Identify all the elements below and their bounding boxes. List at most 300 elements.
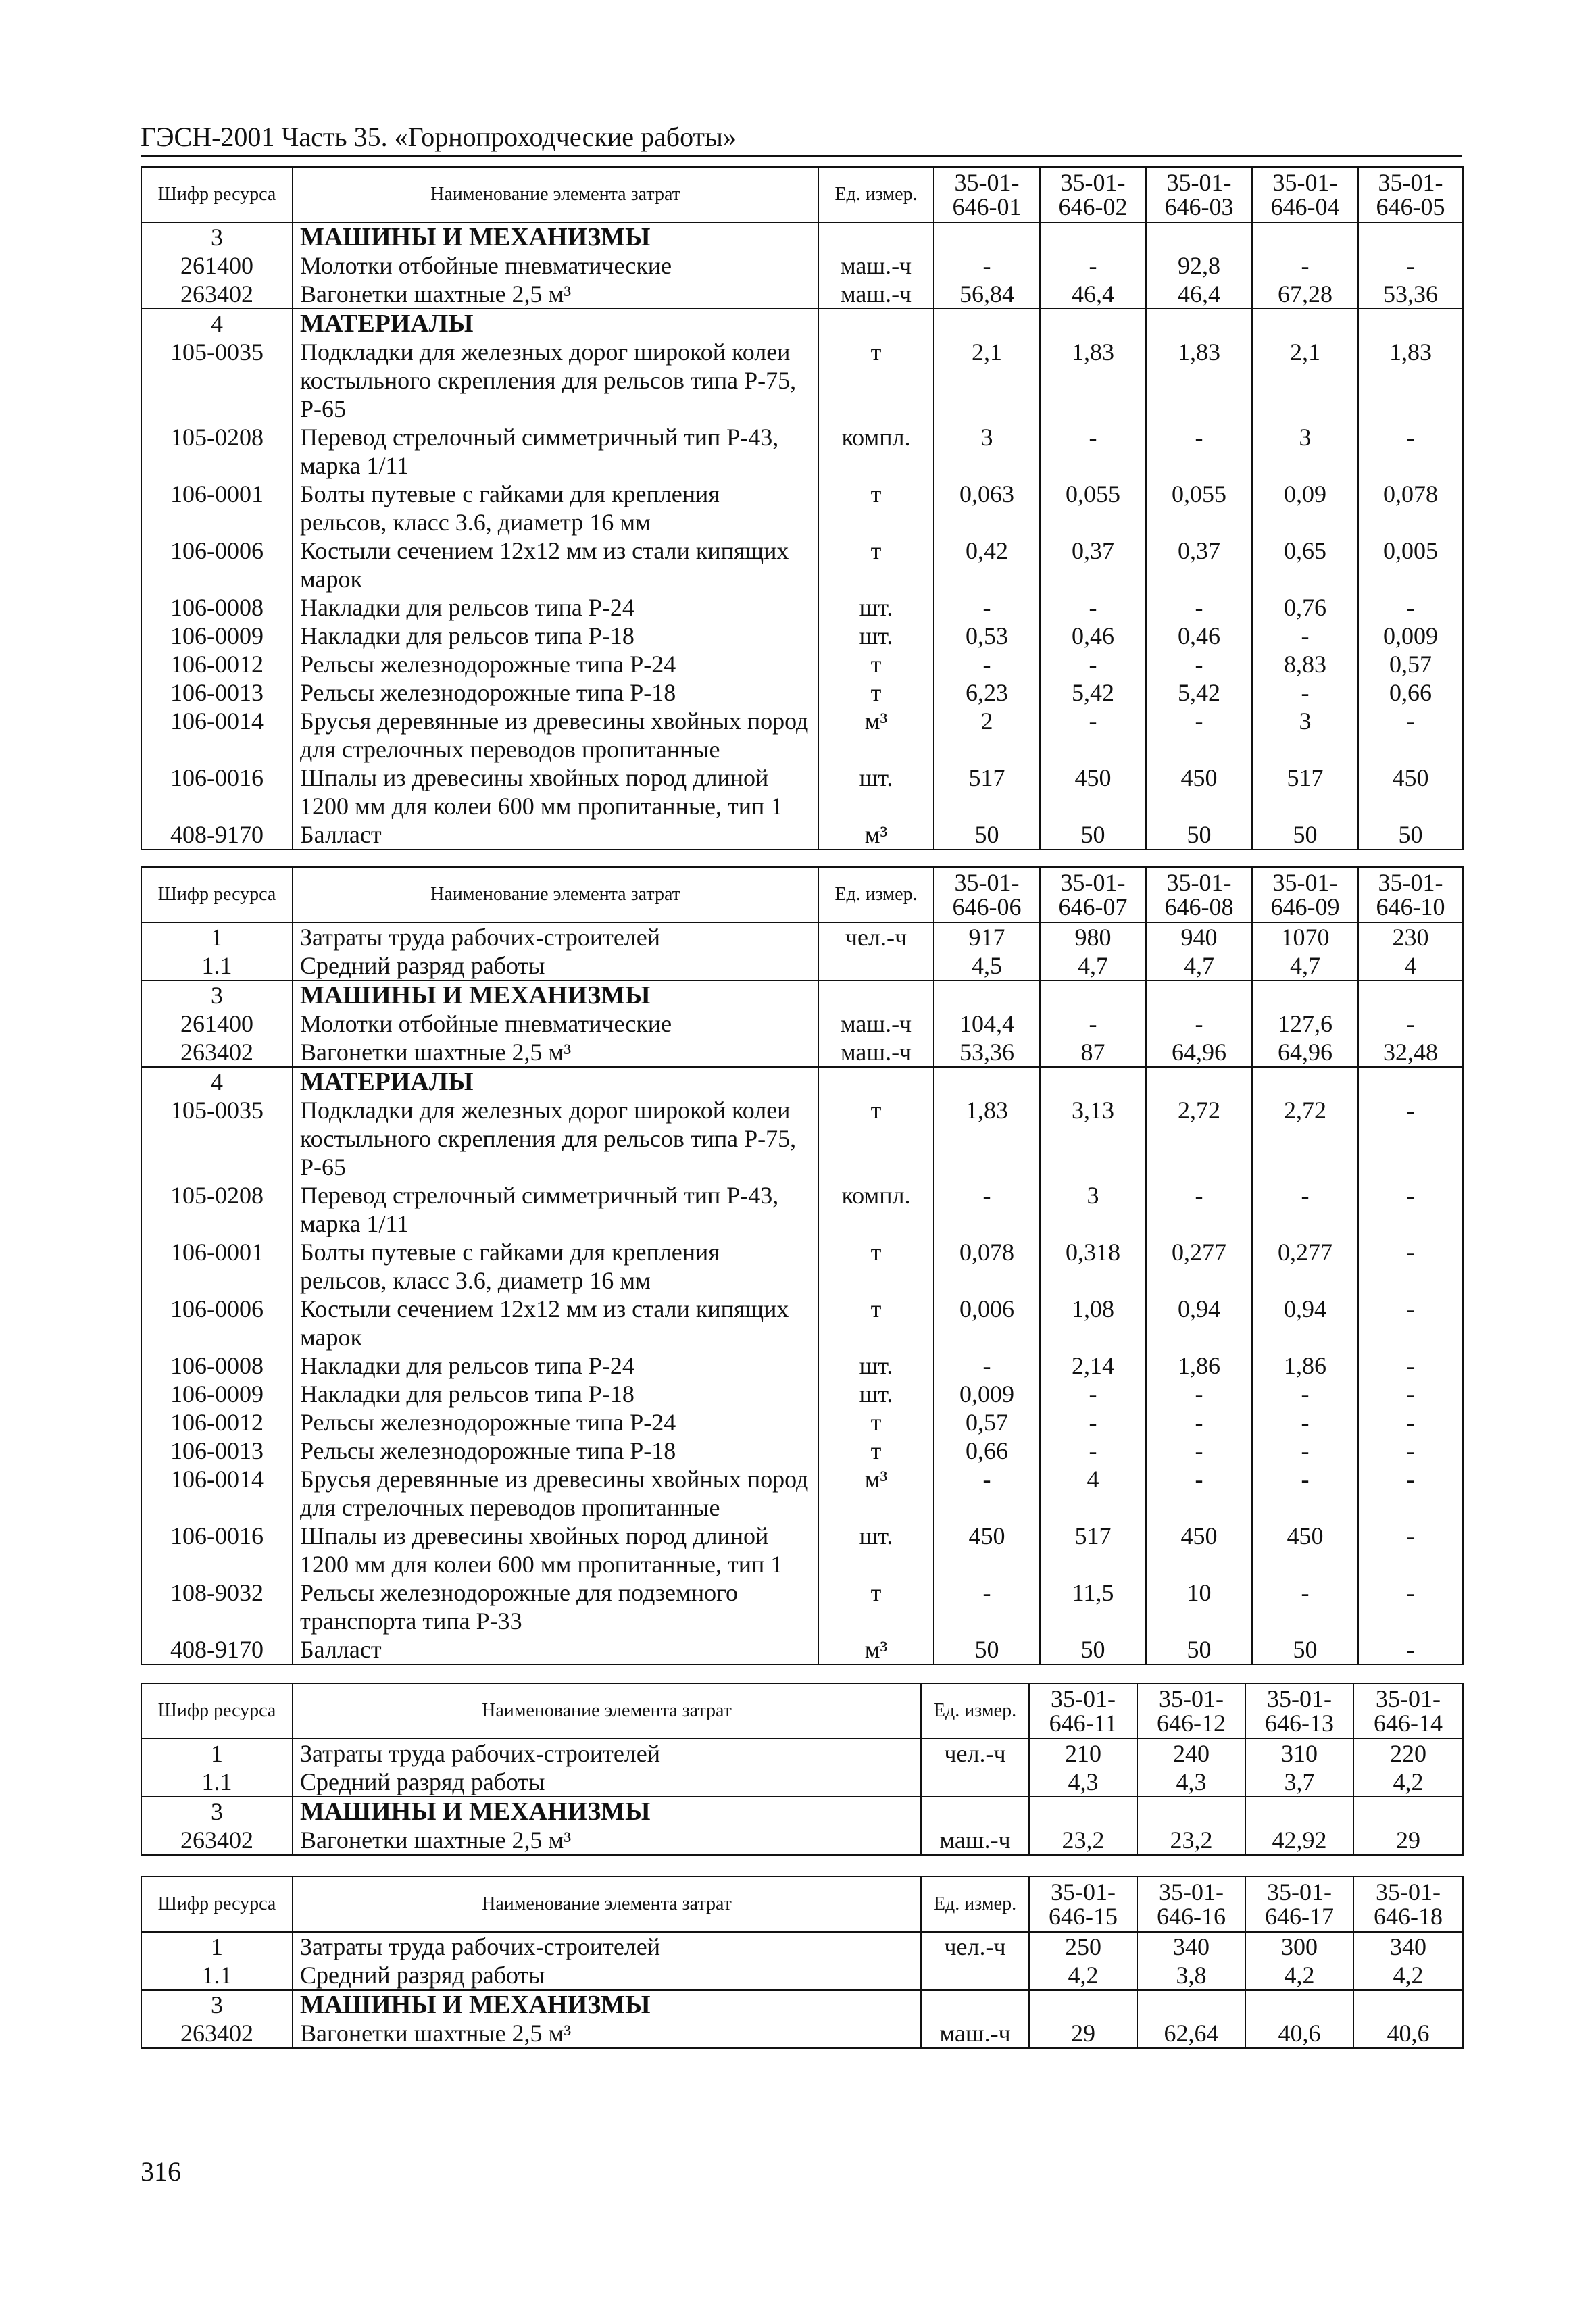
value-cell: - xyxy=(934,251,1040,280)
value-cell: - xyxy=(1252,1408,1358,1437)
value-cell: 2,72 xyxy=(1146,1096,1252,1181)
value-cell: 1,83 xyxy=(1040,338,1146,423)
resource-code-cell: 3 xyxy=(141,222,293,251)
value-cell: 42,92 xyxy=(1245,1826,1353,1855)
value-cell: 0,37 xyxy=(1040,537,1146,593)
value-cell: - xyxy=(1358,423,1463,480)
value-cell xyxy=(1358,980,1463,1010)
cost-element-name-cell: Накладки для рельсов типа Р-18 xyxy=(293,1380,818,1408)
value-cell: 0,76 xyxy=(1252,593,1358,622)
unit-cell: чел.-ч xyxy=(921,1739,1029,1768)
value-cell: - xyxy=(1040,251,1146,280)
unit-cell: м³ xyxy=(818,1465,934,1522)
unit-cell: т xyxy=(818,480,934,537)
table-row xyxy=(141,280,1463,309)
cost-element-name-cell: Шпалы из древесины хвойных пород длиной 1200 мм для колеи 600 мм пропитанные, тип 1 xyxy=(293,1522,818,1578)
header-unit: Ед. измер. xyxy=(818,167,934,222)
resource-code-cell: 106-0016 xyxy=(141,764,293,820)
header-unit: Ед. измер. xyxy=(818,867,934,922)
value-cell: 4,7 xyxy=(1146,951,1252,980)
value-cell: 92,8 xyxy=(1146,251,1252,280)
unit-cell: т xyxy=(818,1238,934,1295)
value-cell xyxy=(1358,309,1463,338)
resource-code-cell: 263402 xyxy=(141,1826,293,1855)
value-cell: 4,7 xyxy=(1252,951,1358,980)
unit-cell: т xyxy=(818,537,934,593)
value-cell: 2,14 xyxy=(1040,1351,1146,1380)
table-row xyxy=(141,951,1463,980)
value-cell xyxy=(1146,222,1252,251)
value-cell: - xyxy=(1358,1096,1463,1181)
unit-cell: т xyxy=(818,1096,934,1181)
table-row xyxy=(141,622,1463,650)
value-cell: - xyxy=(1146,593,1252,622)
resource-code-cell: 106-0009 xyxy=(141,1380,293,1408)
value-cell: 0,53 xyxy=(934,622,1040,650)
unit-cell xyxy=(818,222,934,251)
value-cell: - xyxy=(1146,650,1252,678)
unit-cell xyxy=(921,1768,1029,1797)
table-row xyxy=(141,1826,1463,1855)
table-row xyxy=(141,1010,1463,1038)
value-cell: 40,6 xyxy=(1353,2019,1463,2048)
value-cell: 0,37 xyxy=(1146,537,1252,593)
unit-cell: маш.-ч xyxy=(818,280,934,309)
value-cell: - xyxy=(1040,707,1146,764)
unit-cell: шт. xyxy=(818,764,934,820)
value-cell xyxy=(1353,1990,1463,2019)
value-cell xyxy=(1146,980,1252,1010)
value-cell: 29 xyxy=(1029,2019,1137,2048)
header-norm-code: 35-01-646-13 xyxy=(1245,1683,1353,1739)
unit-cell xyxy=(818,951,934,980)
table-row xyxy=(141,707,1463,764)
value-cell: 3,8 xyxy=(1137,1961,1245,1990)
section-row xyxy=(141,309,1463,338)
table-row xyxy=(141,1635,1463,1664)
table-row xyxy=(141,1351,1463,1380)
table-row xyxy=(141,1181,1463,1238)
value-cell xyxy=(1245,1797,1353,1826)
value-cell: 0,94 xyxy=(1146,1295,1252,1351)
unit-cell: т xyxy=(818,1437,934,1465)
value-cell: 230 xyxy=(1358,922,1463,951)
value-cell: - xyxy=(1146,707,1252,764)
value-cell: 50 xyxy=(1146,1635,1252,1664)
value-cell: 50 xyxy=(934,820,1040,849)
value-cell: - xyxy=(934,1351,1040,1380)
cost-element-name-cell: Шпалы из древесины хвойных пород длиной 1200 мм для колеи 600 мм пропитанные, тип 1 xyxy=(293,764,818,820)
value-cell: 340 xyxy=(1353,1932,1463,1961)
value-cell xyxy=(1252,980,1358,1010)
resource-code-cell: 263402 xyxy=(141,280,293,309)
value-cell: 67,28 xyxy=(1252,280,1358,309)
value-cell: - xyxy=(934,650,1040,678)
value-cell: - xyxy=(1252,622,1358,650)
value-cell xyxy=(1252,309,1358,338)
unit-cell: т xyxy=(818,1295,934,1351)
section-row xyxy=(141,1067,1463,1096)
value-cell: - xyxy=(1358,1238,1463,1295)
value-cell: - xyxy=(1040,1380,1146,1408)
header-norm-code: 35-01-646-06 xyxy=(934,867,1040,922)
value-cell: - xyxy=(1146,1408,1252,1437)
value-cell: - xyxy=(1358,1408,1463,1437)
value-cell: - xyxy=(1146,1181,1252,1238)
cost-element-name-cell: Костыли сечением 12х12 мм из стали кипящих марок xyxy=(293,537,818,593)
value-cell: 300 xyxy=(1245,1932,1353,1961)
value-cell: 2,1 xyxy=(1252,338,1358,423)
resource-code-cell: 3 xyxy=(141,1797,293,1826)
value-cell: 4,3 xyxy=(1029,1768,1137,1797)
table-row xyxy=(141,1739,1463,1768)
resource-code-cell: 106-0009 xyxy=(141,622,293,650)
resource-code-cell: 3 xyxy=(141,1990,293,2019)
section-row xyxy=(141,1990,1463,2019)
value-cell: 0,46 xyxy=(1040,622,1146,650)
table-row xyxy=(141,1096,1463,1181)
value-cell: 4,7 xyxy=(1040,951,1146,980)
cost-element-name-cell: Болты путевые с гайками для крепления рельсов, класс 3.6, диаметр 16 мм xyxy=(293,480,818,537)
value-cell xyxy=(934,980,1040,1010)
cost-element-name-cell: Накладки для рельсов типа Р-24 xyxy=(293,593,818,622)
resource-code-cell: 106-0001 xyxy=(141,1238,293,1295)
value-cell: 40,6 xyxy=(1245,2019,1353,2048)
value-cell: 450 xyxy=(1040,764,1146,820)
value-cell: 0,66 xyxy=(934,1437,1040,1465)
value-cell: - xyxy=(934,1465,1040,1522)
value-cell: - xyxy=(1146,1465,1252,1522)
value-cell: 10 xyxy=(1146,1578,1252,1635)
value-cell: 0,57 xyxy=(1358,650,1463,678)
value-cell: 2,72 xyxy=(1252,1096,1358,1181)
value-cell xyxy=(1029,1990,1137,2019)
unit-cell: маш.-ч xyxy=(818,1038,934,1067)
cost-element-name-cell: Средний разряд работы xyxy=(293,951,818,980)
header-norm-code: 35-01-646-08 xyxy=(1146,867,1252,922)
value-cell: 1070 xyxy=(1252,922,1358,951)
value-cell: 340 xyxy=(1137,1932,1245,1961)
value-cell xyxy=(934,222,1040,251)
value-cell: - xyxy=(1252,1380,1358,1408)
value-cell: 210 xyxy=(1029,1739,1137,1768)
value-cell xyxy=(1146,309,1252,338)
resource-code-cell: 106-0016 xyxy=(141,1522,293,1578)
value-cell: - xyxy=(1146,1010,1252,1038)
resource-code-cell: 106-0013 xyxy=(141,678,293,707)
value-cell: - xyxy=(1252,1578,1358,1635)
header-resource-code: Шифр ресурса xyxy=(141,167,293,222)
unit-cell: маш.-ч xyxy=(818,251,934,280)
table-row xyxy=(141,537,1463,593)
value-cell xyxy=(1353,1797,1463,1826)
value-cell: 56,84 xyxy=(934,280,1040,309)
resource-code-cell: 106-0012 xyxy=(141,1408,293,1437)
value-cell: 980 xyxy=(1040,922,1146,951)
value-cell: 517 xyxy=(1040,1522,1146,1578)
value-cell: 4,2 xyxy=(1029,1961,1137,1990)
value-cell: 3,13 xyxy=(1040,1096,1146,1181)
section-title: МАТЕРИАЛЫ xyxy=(293,1067,818,1096)
unit-cell: шт. xyxy=(818,622,934,650)
section-title: МАШИНЫ И МЕХАНИЗМЫ xyxy=(293,980,818,1010)
cost-element-name-cell: Брусья деревянные из древесины хвойных пород для стрелочных переводов пропитанные xyxy=(293,1465,818,1522)
value-cell: 3,7 xyxy=(1245,1768,1353,1797)
value-cell: 0,055 xyxy=(1040,480,1146,537)
value-cell: 64,96 xyxy=(1146,1038,1252,1067)
value-cell: 0,009 xyxy=(1358,622,1463,650)
value-cell: 4 xyxy=(1040,1465,1146,1522)
header-norm-code: 35-01-646-10 xyxy=(1358,867,1463,922)
cost-element-name-cell: Затраты труда рабочих-строителей xyxy=(293,922,818,951)
value-cell: 5,42 xyxy=(1040,678,1146,707)
resource-code-cell: 105-0035 xyxy=(141,338,293,423)
value-cell: 1,86 xyxy=(1252,1351,1358,1380)
header-norm-code: 35-01-646-09 xyxy=(1252,867,1358,922)
cost-element-name-cell: Балласт xyxy=(293,1635,818,1664)
value-cell xyxy=(934,309,1040,338)
value-cell: 53,36 xyxy=(934,1038,1040,1067)
value-cell: 917 xyxy=(934,922,1040,951)
table-row xyxy=(141,678,1463,707)
value-cell: - xyxy=(1358,1578,1463,1635)
value-cell: 4 xyxy=(1358,951,1463,980)
value-cell: - xyxy=(1358,1522,1463,1578)
value-cell: - xyxy=(1040,1408,1146,1437)
cost-element-name-cell: Подкладки для железных дорог широкой колеи костыльного скрепления для рельсов типа Р-75, Р-65 xyxy=(293,1096,818,1181)
resource-code-cell: 261400 xyxy=(141,251,293,280)
section-row xyxy=(141,980,1463,1010)
value-cell: 0,078 xyxy=(934,1238,1040,1295)
cost-element-name-cell: Накладки для рельсов типа Р-24 xyxy=(293,1351,818,1380)
unit-cell: м³ xyxy=(818,1635,934,1664)
value-cell: 50 xyxy=(1040,1635,1146,1664)
value-cell: 0,277 xyxy=(1146,1238,1252,1295)
value-cell: 46,4 xyxy=(1146,280,1252,309)
table-row xyxy=(141,1932,1463,1961)
header-norm-code: 35-01-646-15 xyxy=(1029,1876,1137,1932)
resource-code-cell: 105-0035 xyxy=(141,1096,293,1181)
value-cell: 23,2 xyxy=(1029,1826,1137,1855)
resource-code-cell: 106-0008 xyxy=(141,593,293,622)
table-row xyxy=(141,1437,1463,1465)
table-row xyxy=(141,480,1463,537)
resource-code-cell: 1 xyxy=(141,922,293,951)
header-norm-code: 35-01-646-18 xyxy=(1353,1876,1463,1932)
value-cell: 50 xyxy=(1358,820,1463,849)
value-cell: - xyxy=(1358,1010,1463,1038)
value-cell: 0,42 xyxy=(934,537,1040,593)
value-cell: 104,4 xyxy=(934,1010,1040,1038)
cost-element-name-cell: Брусья деревянные из древесины хвойных пород для стрелочных переводов пропитанные xyxy=(293,707,818,764)
value-cell: 0,57 xyxy=(934,1408,1040,1437)
resource-table-3 xyxy=(141,1683,1464,1856)
cost-element-name-cell: Костыли сечением 12х12 мм из стали кипящих марок xyxy=(293,1295,818,1351)
value-cell: - xyxy=(1252,678,1358,707)
resource-code-cell: 4 xyxy=(141,1067,293,1096)
cost-element-name-cell: Вагонетки шахтные 2,5 м³ xyxy=(293,280,818,309)
value-cell: - xyxy=(1358,707,1463,764)
page-header-title: ГЭСН-2001 Часть 35. «Горнопроходческие работы» xyxy=(141,119,1462,157)
table-row xyxy=(141,338,1463,423)
value-cell: - xyxy=(934,593,1040,622)
header-norm-code: 35-01-646-07 xyxy=(1040,867,1146,922)
section-row xyxy=(141,222,1463,251)
value-cell: 50 xyxy=(1252,1635,1358,1664)
value-cell: 0,94 xyxy=(1252,1295,1358,1351)
value-cell xyxy=(1029,1797,1137,1826)
table-row xyxy=(141,922,1463,951)
header-norm-code: 35-01-646-11 xyxy=(1029,1683,1137,1739)
resource-code-cell: 106-0001 xyxy=(141,480,293,537)
cost-element-name-cell: Молотки отбойные пневматические xyxy=(293,251,818,280)
header-resource-code: Шифр ресурса xyxy=(141,1683,293,1739)
value-cell: 0,09 xyxy=(1252,480,1358,537)
value-cell: 53,36 xyxy=(1358,280,1463,309)
value-cell: 4,5 xyxy=(934,951,1040,980)
unit-cell: маш.-ч xyxy=(921,2019,1029,2048)
value-cell: - xyxy=(1252,251,1358,280)
value-cell: 4,2 xyxy=(1245,1961,1353,1990)
value-cell: 87 xyxy=(1040,1038,1146,1067)
cost-element-name-cell: Вагонетки шахтные 2,5 м³ xyxy=(293,1826,921,1855)
cost-element-name-cell: Балласт xyxy=(293,820,818,849)
header-unit: Ед. измер. xyxy=(921,1683,1029,1739)
table-row xyxy=(141,1295,1463,1351)
cost-element-name-cell: Вагонетки шахтные 2,5 м³ xyxy=(293,1038,818,1067)
unit-cell: т xyxy=(818,650,934,678)
header-unit: Ед. измер. xyxy=(921,1876,1029,1932)
unit-cell xyxy=(921,1961,1029,1990)
cost-element-name-cell: Подкладки для железных дорог широкой колеи костыльного скрепления для рельсов типа Р-75, Р-65 xyxy=(293,338,818,423)
value-cell: 3 xyxy=(1040,1181,1146,1238)
value-cell: 0,063 xyxy=(934,480,1040,537)
value-cell xyxy=(1040,309,1146,338)
resource-code-cell: 408-9170 xyxy=(141,820,293,849)
table-row xyxy=(141,1465,1463,1522)
value-cell: 0,055 xyxy=(1146,480,1252,537)
value-cell xyxy=(1137,1990,1245,2019)
unit-cell: т xyxy=(818,1408,934,1437)
table-row xyxy=(141,593,1463,622)
unit-cell: чел.-ч xyxy=(921,1932,1029,1961)
unit-cell: шт. xyxy=(818,1351,934,1380)
value-cell: 0,078 xyxy=(1358,480,1463,537)
value-cell: 240 xyxy=(1137,1739,1245,1768)
value-cell: - xyxy=(1040,593,1146,622)
resource-code-cell: 106-0012 xyxy=(141,650,293,678)
cost-element-name-cell: Вагонетки шахтные 2,5 м³ xyxy=(293,2019,921,2048)
value-cell: - xyxy=(1358,1437,1463,1465)
header-norm-code: 35-01-646-12 xyxy=(1137,1683,1245,1739)
value-cell: 517 xyxy=(1252,764,1358,820)
value-cell: 220 xyxy=(1353,1739,1463,1768)
table-row xyxy=(141,820,1463,849)
value-cell: 64,96 xyxy=(1252,1038,1358,1067)
table-row xyxy=(141,650,1463,678)
resource-code-cell: 106-0014 xyxy=(141,707,293,764)
value-cell xyxy=(934,1067,1040,1096)
value-cell: 127,6 xyxy=(1252,1010,1358,1038)
value-cell: 32,48 xyxy=(1358,1038,1463,1067)
cost-element-name-cell: Рельсы железнодорожные типа Р-24 xyxy=(293,650,818,678)
section-title: МАШИНЫ И МЕХАНИЗМЫ xyxy=(293,222,818,251)
cost-element-name-cell: Средний разряд работы xyxy=(293,1768,921,1797)
cost-element-name-cell: Затраты труда рабочих-строителей xyxy=(293,1739,921,1768)
value-cell: - xyxy=(934,1181,1040,1238)
value-cell: - xyxy=(1252,1181,1358,1238)
value-cell: 1,86 xyxy=(1146,1351,1252,1380)
header-norm-code: 35-01-646-03 xyxy=(1146,167,1252,222)
table-row xyxy=(141,1380,1463,1408)
cost-element-name-cell: Рельсы железнодорожные типа Р-24 xyxy=(293,1408,818,1437)
value-cell: - xyxy=(1040,1010,1146,1038)
value-cell: 50 xyxy=(1146,820,1252,849)
value-cell: - xyxy=(1146,1437,1252,1465)
value-cell: 310 xyxy=(1245,1739,1353,1768)
unit-cell xyxy=(921,1990,1029,2019)
value-cell: - xyxy=(1358,1295,1463,1351)
cost-element-name-cell: Затраты труда рабочих-строителей xyxy=(293,1932,921,1961)
unit-cell: т xyxy=(818,338,934,423)
value-cell xyxy=(1137,1797,1245,1826)
table-row xyxy=(141,423,1463,480)
value-cell: - xyxy=(1040,1437,1146,1465)
resource-code-cell: 105-0208 xyxy=(141,1181,293,1238)
value-cell: 6,23 xyxy=(934,678,1040,707)
section-title: МАШИНЫ И МЕХАНИЗМЫ xyxy=(293,1990,921,2019)
resource-code-cell: 108-9032 xyxy=(141,1578,293,1635)
value-cell: 3 xyxy=(1252,423,1358,480)
unit-cell: чел.-ч xyxy=(818,922,934,951)
unit-cell xyxy=(818,309,934,338)
unit-cell: т xyxy=(818,678,934,707)
header-cost-element-name: Наименование элемента затрат xyxy=(293,167,818,222)
resource-code-cell: 105-0208 xyxy=(141,423,293,480)
resource-code-cell: 106-0006 xyxy=(141,537,293,593)
value-cell: - xyxy=(934,1578,1040,1635)
section-title: МАТЕРИАЛЫ xyxy=(293,309,818,338)
value-cell: 4,2 xyxy=(1353,1768,1463,1797)
cost-element-name-cell: Перевод стрелочный симметричный тип Р-43, марка 1/11 xyxy=(293,1181,818,1238)
value-cell: 46,4 xyxy=(1040,280,1146,309)
table-row xyxy=(141,1408,1463,1437)
value-cell: 0,277 xyxy=(1252,1238,1358,1295)
header-norm-code: 35-01-646-02 xyxy=(1040,167,1146,222)
value-cell: 450 xyxy=(1252,1522,1358,1578)
value-cell: - xyxy=(1252,1465,1358,1522)
value-cell: 2,1 xyxy=(934,338,1040,423)
value-cell: 450 xyxy=(1358,764,1463,820)
resource-code-cell: 3 xyxy=(141,980,293,1010)
value-cell xyxy=(1252,222,1358,251)
cost-element-name-cell: Накладки для рельсов типа Р-18 xyxy=(293,622,818,650)
table-row xyxy=(141,2019,1463,2048)
value-cell: 450 xyxy=(1146,1522,1252,1578)
value-cell xyxy=(1146,1067,1252,1096)
resource-code-cell: 106-0013 xyxy=(141,1437,293,1465)
value-cell: 0,318 xyxy=(1040,1238,1146,1295)
value-cell: 50 xyxy=(1040,820,1146,849)
value-cell: 0,46 xyxy=(1146,622,1252,650)
value-cell: 8,83 xyxy=(1252,650,1358,678)
header-norm-code: 35-01-646-05 xyxy=(1358,167,1463,222)
header-norm-code: 35-01-646-14 xyxy=(1353,1683,1463,1739)
table-row xyxy=(141,1522,1463,1578)
value-cell: 250 xyxy=(1029,1932,1137,1961)
header-cost-element-name: Наименование элемента затрат xyxy=(293,867,818,922)
table-row xyxy=(141,1961,1463,1990)
